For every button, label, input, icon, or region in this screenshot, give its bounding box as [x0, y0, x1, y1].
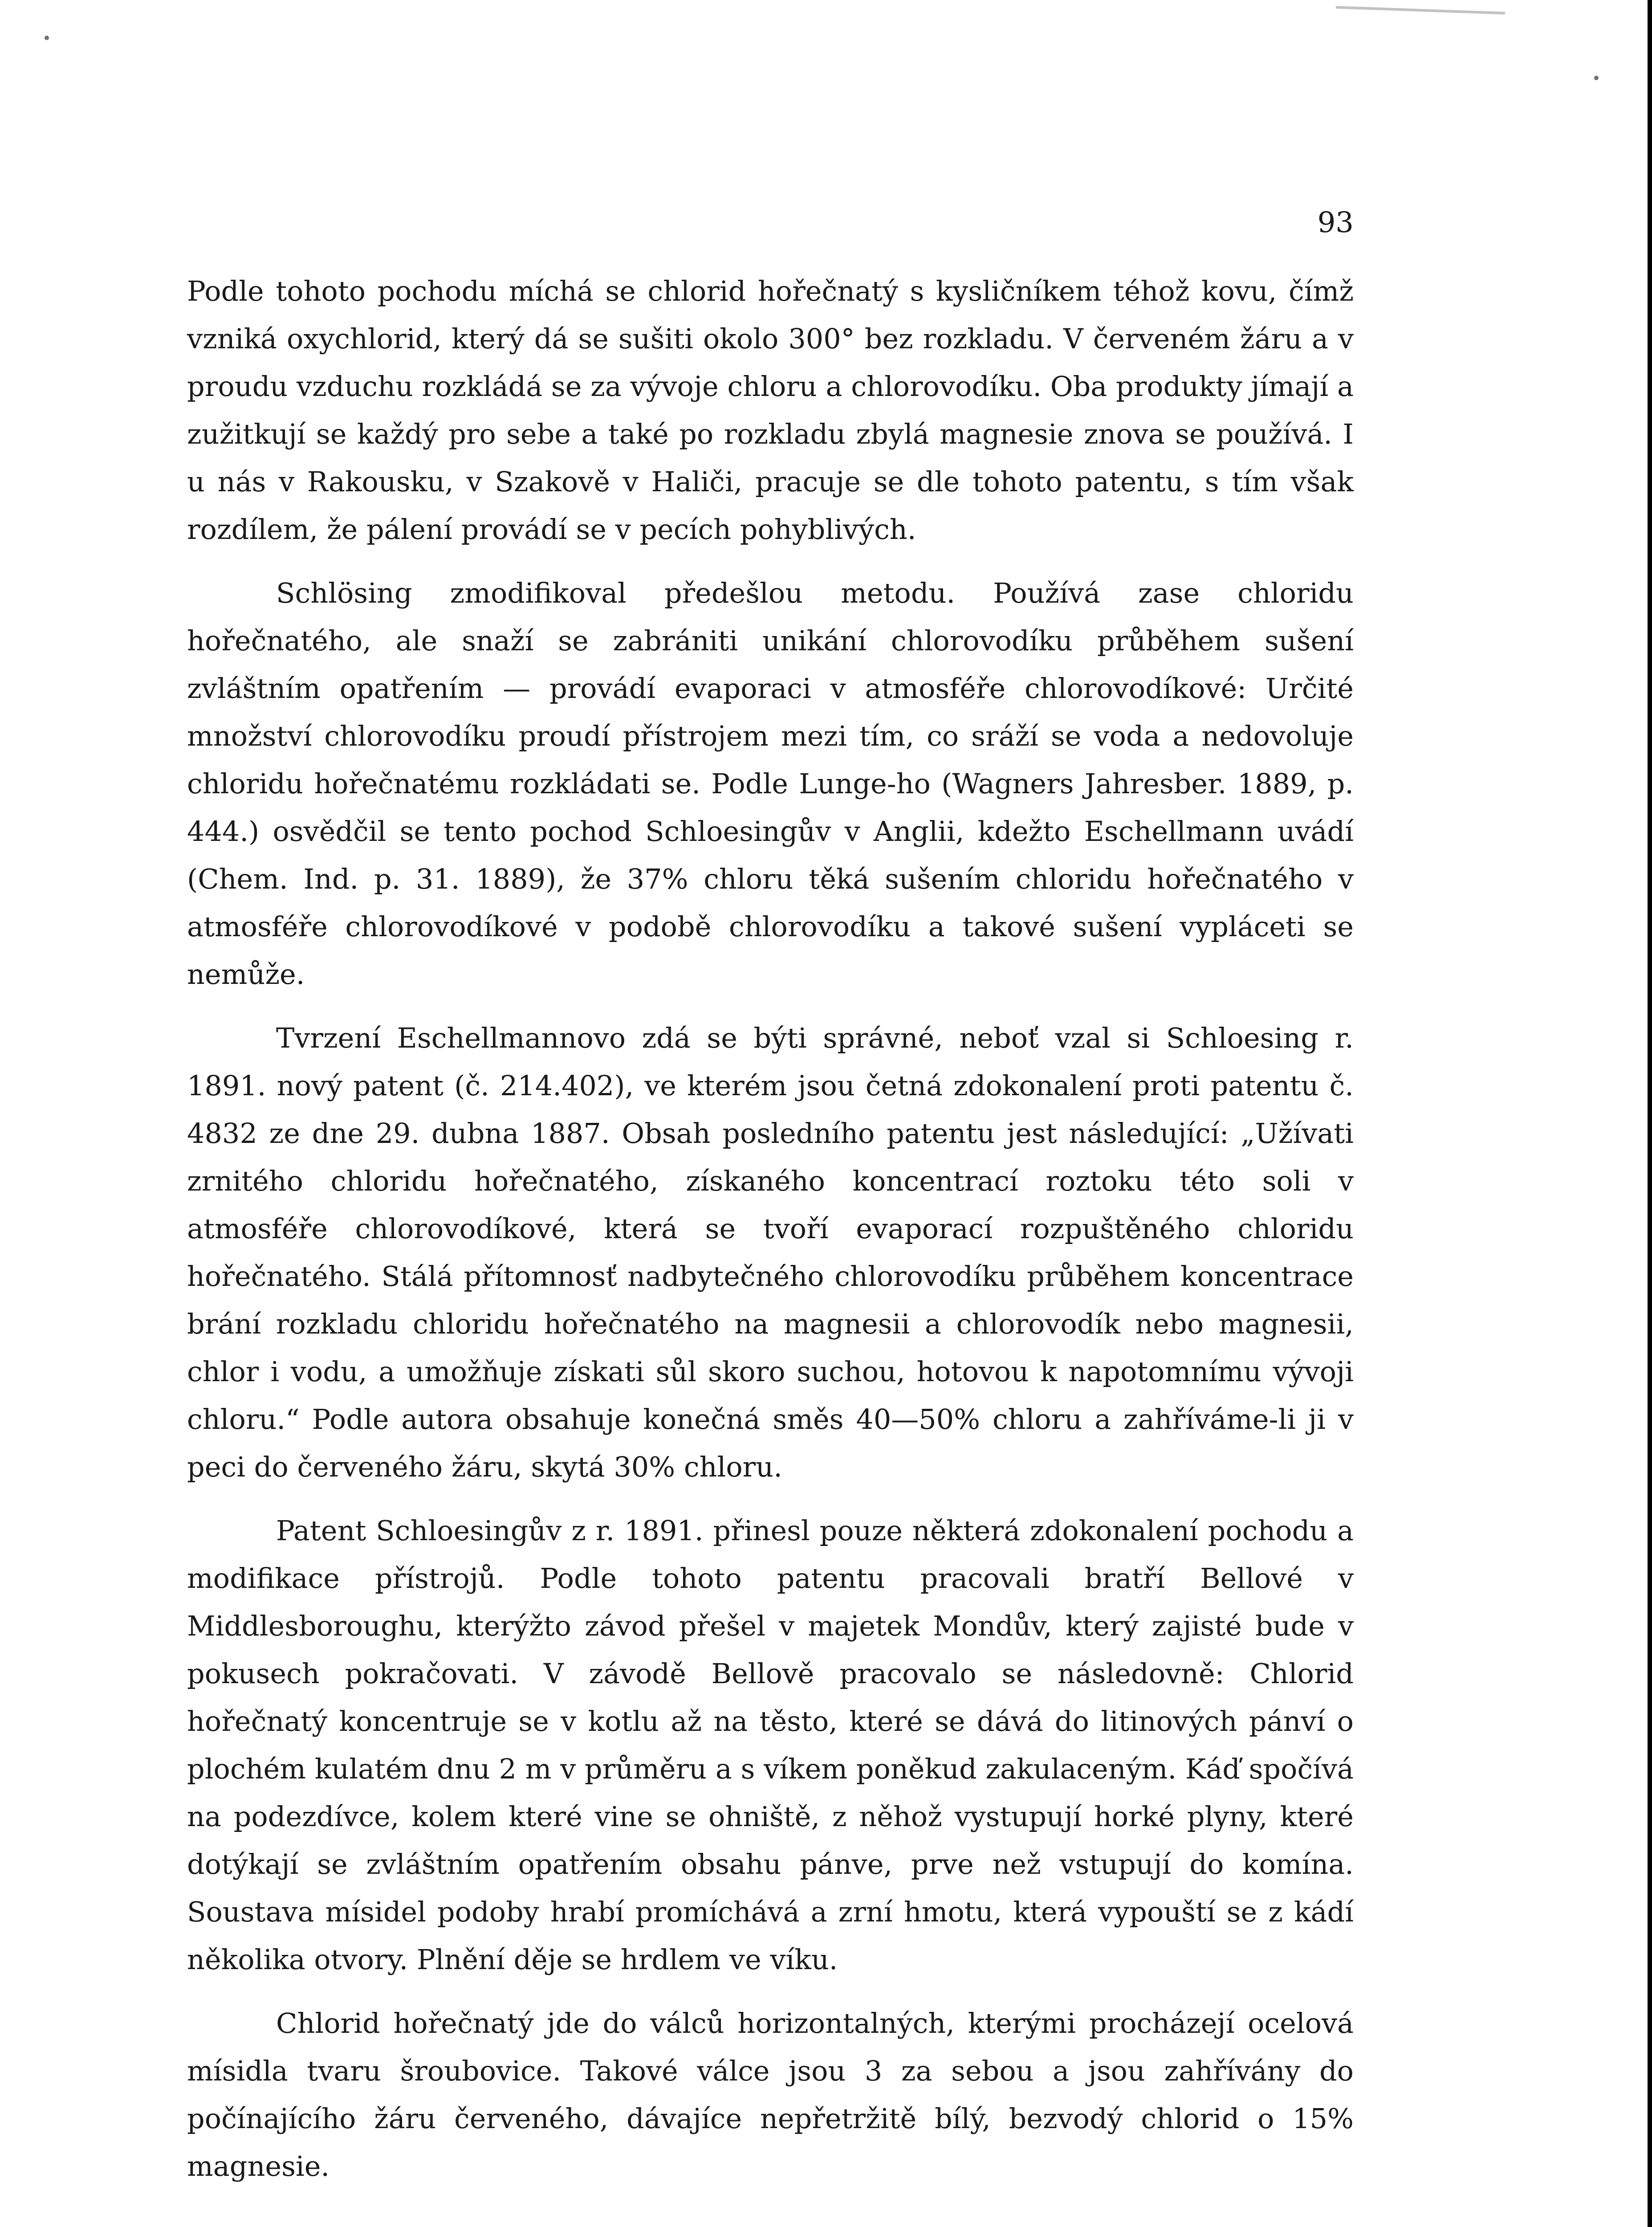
scan-artifact — [1336, 6, 1505, 14]
paragraph: Chlorid hořečnatý jde do válců horizontalných, kterými procházejí ocelová mísidla tvaru šroubovice. Takové válce jsou 3 za sebou a jsou zahřívány do počínajícího žáru červeného, dávajíce nepřetržitě bílý, bezvodý chlorid o 15% magnesie. — [187, 2007, 1354, 2182]
scan-speck — [45, 36, 49, 40]
paragraph: Tvrzení Eschellmannovo zdá se býti správné, neboť vzal si Schloesing r. 1891. nový patent (č. 214.402), ve kterém jsou četná zdokonalení proti patentu č. 4832 ze dne 29. dubna 1887. Obsah posledního patentu jest následující: „Užívati zrnitého chloridu hořečnatého, získaného koncentrací roztoku této soli v atmosféře chlorovodíkové, která se tvoří evaporací rozpuštěného chloridu hořečnatého. Stálá přítomnosť nadbytečného chlorovodíku průběhem koncentrace brání rozkladu chloridu hořečnatého na magnesii a chlorovodík nebo magnesii, chlor i vodu, a umožňuje získati sůl skoro suchou, hotovou k napotomnímu vývoji chloru.“ Podle autora obsahuje konečná směs 40—50% chloru a zahříváme-li ji v peci do červeného žáru, skytá 30% chloru. — [187, 1022, 1354, 1483]
paragraph: Patent Schloesingův z r. 1891. přinesl pouze některá zdokonalení pochodu a modifikace přístrojů. Podle tohoto patentu pracovali bratří Bellové v Middlesboroughu, kterýžto závod přešel v majetek Mondův, který zajisté bude v pokusech pokračovati. V závodě Bellově pracovalo se následovně: Chlorid hořečnatý koncentruje se v kotlu až na těsto, které se dává do litinových pánví o plochém kulatém dnu 2 m v průměru a s víkem poněkud zakulaceným. Káď spočívá na podezdívce, kolem které vine se ohniště, z něhož vystupují horké plyny, které dotýkají se zvláštním opatřením obsahu pánve, prve než vstupují do komína. Soustava mísidel podoby hrabí promíchává a zrní hmotu, která vypouští se z kádí několika otvory. Plnění děje se hrdlem ve víku. — [187, 1514, 1354, 1976]
body-text — [187, 267, 1354, 2206]
scan-speck — [1594, 76, 1599, 80]
page-number: 93 — [1317, 206, 1354, 239]
paragraph: Podle tohoto pochodu míchá se chlorid hořečnatý s kysličníkem téhož kovu, čímž vzniká oxychlorid, který dá se sušiti okolo 300° bez rozkladu. V červeném žáru a v proudu vzduchu rozkládá se za vývoje chloru a chlorovodíku. Oba produkty jímají a zužitkují se každý pro sebe a také po rozkladu zbylá magnesie znova se používá. I u nás v Rakousku, v Szakově v Haliči, pracuje se dle tohoto patentu, s tím však rozdílem, že pálení provádí se v pecích pohyblivých. — [187, 275, 1354, 546]
paragraph: Schlösing zmodifikoval předešlou metodu. Používá zase chloridu hořečnatého, ale snaží se zabrániti unikání chlorovodíku průběhem sušení zvláštním opatřením — provádí evaporaci v atmosféře chlorovodíkové: Určité množství chlorovodíku proudí přístrojem mezi tím, co sráží se voda a nedovoluje chloridu hořečnatému rozkládati se. Podle Lunge-ho (Wagners Jahresber. 1889, p. 444.) osvědčil se tento pochod Schloesingův v Anglii, kdežto Eschellmann uvádí (Chem. Ind. p. 31. 1889), že 37% chloru těká sušením chloridu hořečnatého v atmosféře chlorovodíkové v podobě chlorovodíku a takové sušení vypláceti se nemůže. — [187, 577, 1354, 991]
